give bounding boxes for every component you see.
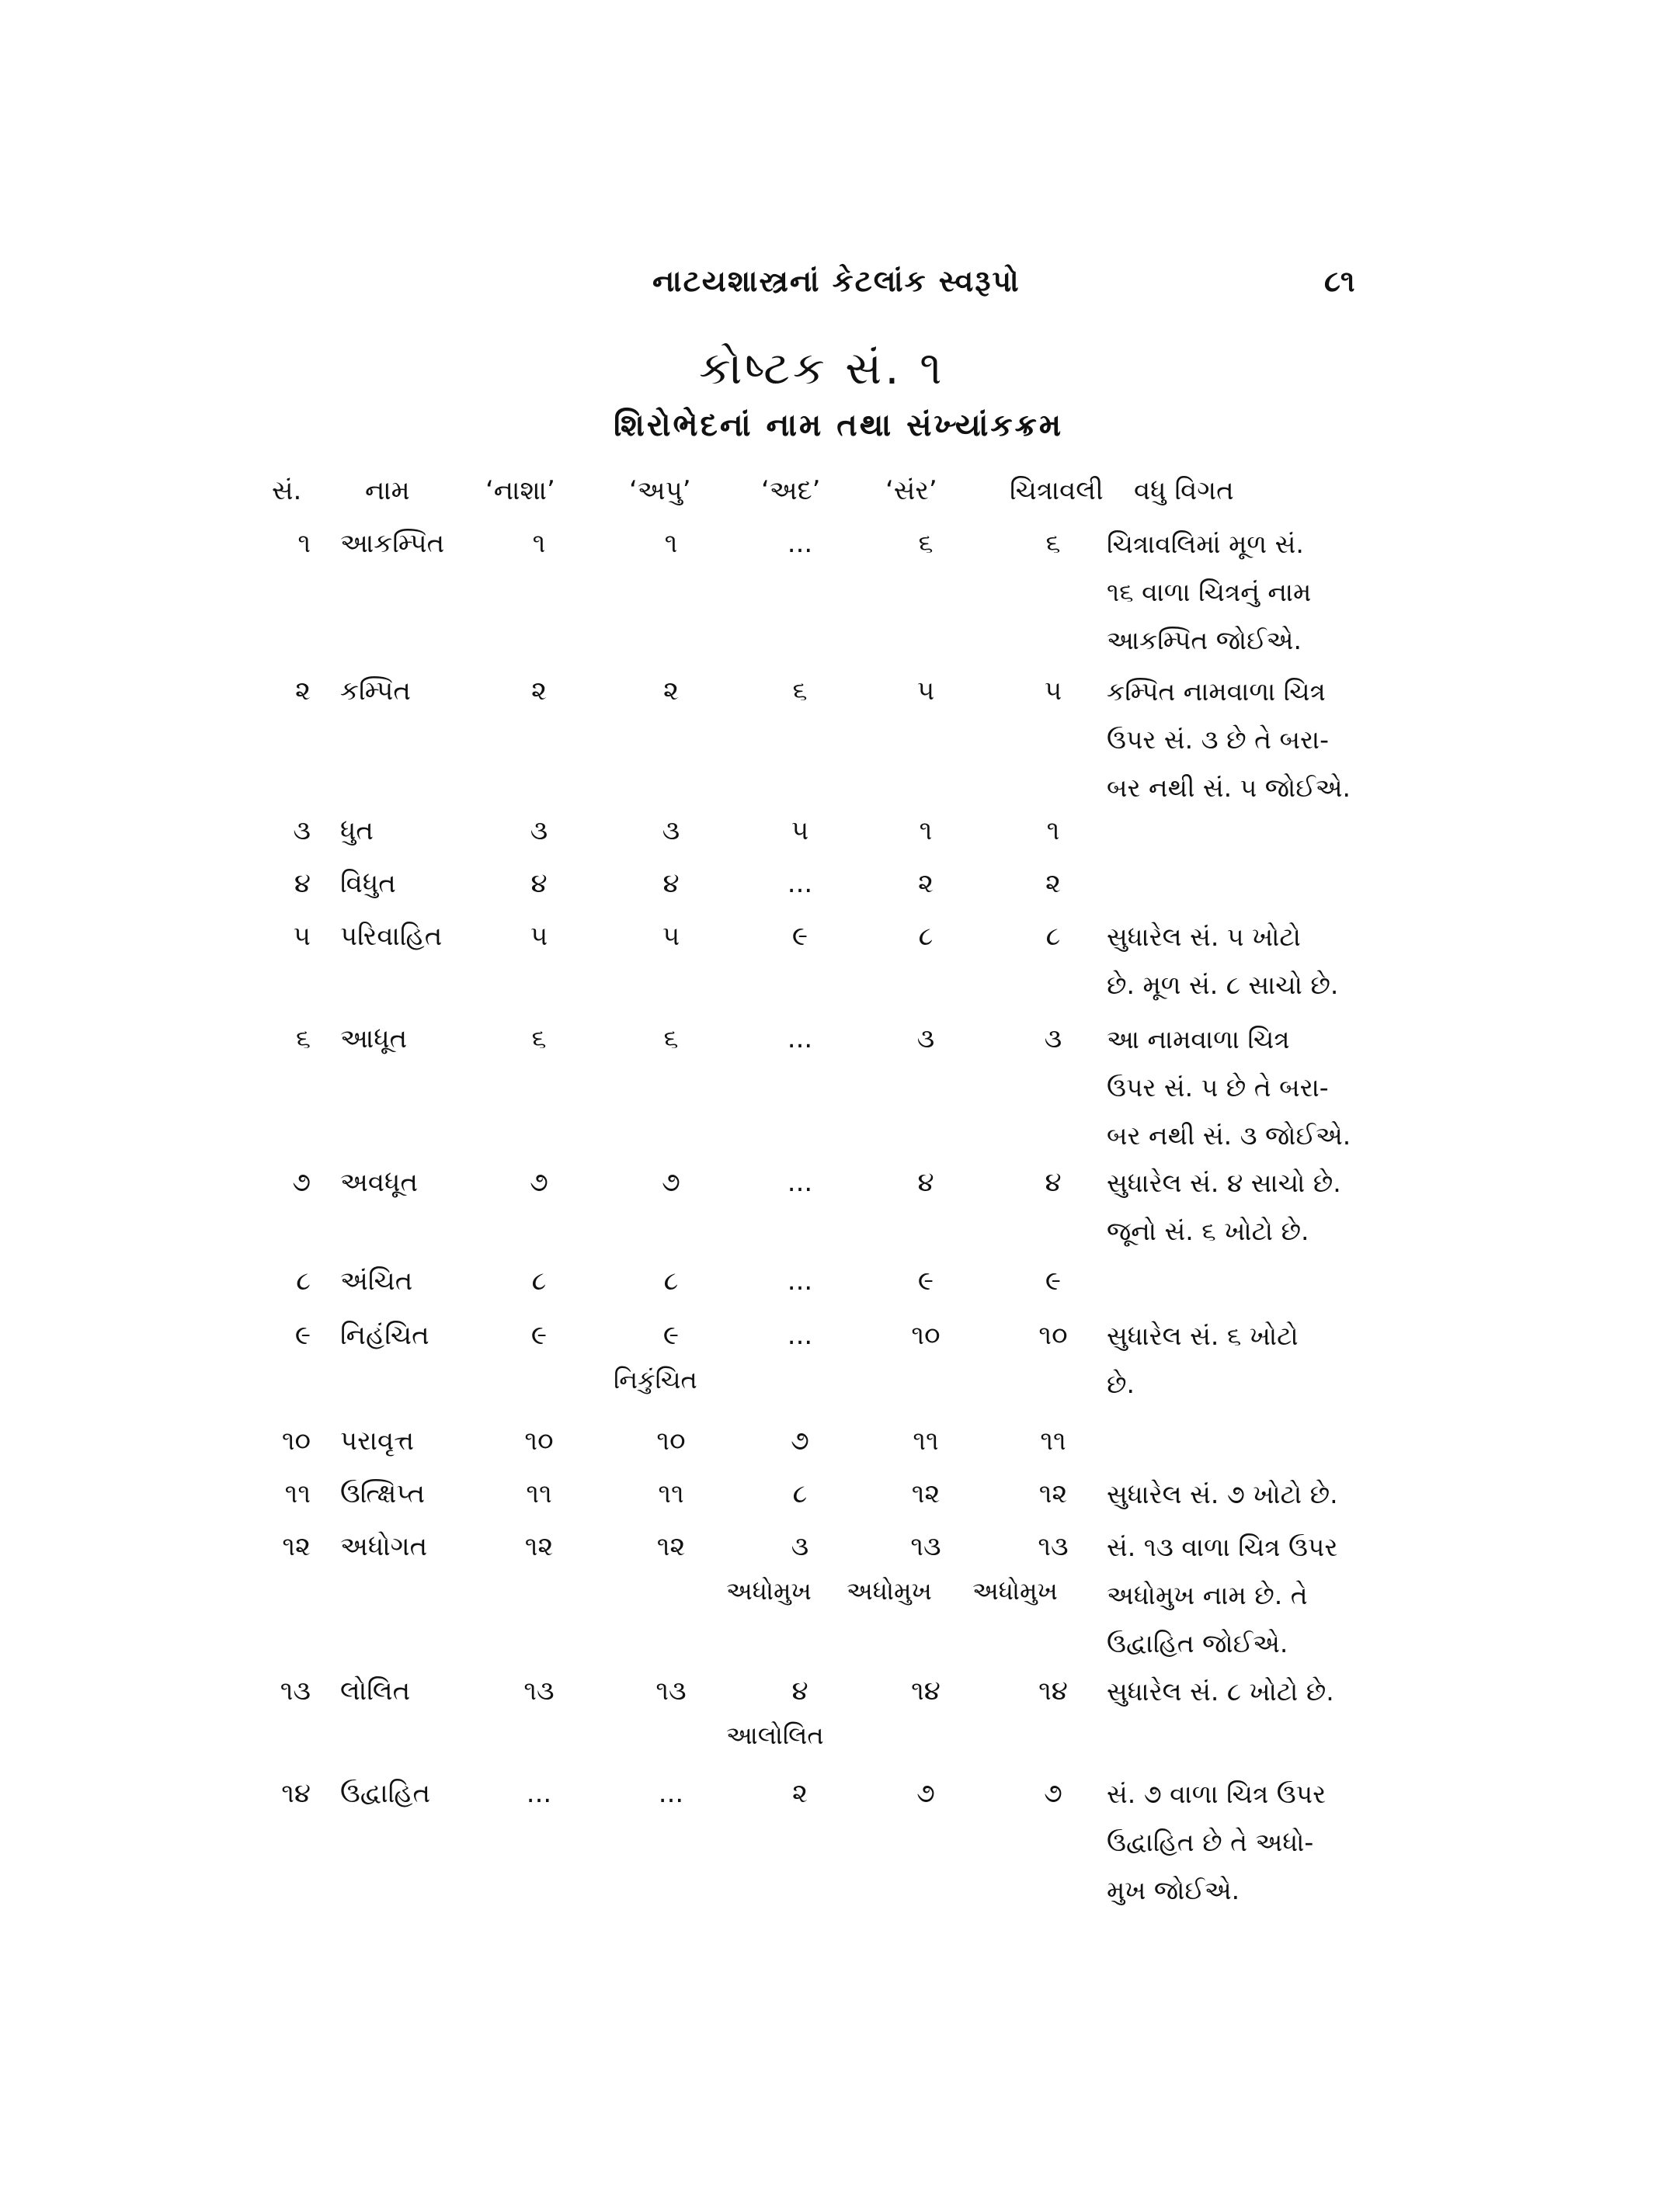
cell-ad: ... [787, 528, 813, 559]
table-title: કોષ્ટક સં. ૧ [699, 342, 945, 394]
header-nasha: ‘નાશા’ [485, 475, 555, 506]
cell-sr: ૩ [293, 815, 311, 846]
cell-sanr: ૫ [916, 675, 935, 707]
cell-sanr: ૯ [917, 1266, 934, 1297]
details-line: ઉદ્વાહિત જોઈએ. [1107, 1628, 1288, 1658]
cell-name: વિધુત [340, 868, 396, 899]
cell-sanr: ૧૦ [911, 1320, 941, 1351]
cell-ad: ... [787, 1320, 813, 1351]
details-line: ઉપર સં. ૩ છે તે બરા- [1107, 724, 1330, 755]
cell-details [1107, 1523, 1379, 1668]
cell-chitra: ૬ [1045, 528, 1061, 559]
header-apu: ‘અપુ’ [629, 475, 691, 506]
cell-name: લોલિત [340, 1675, 411, 1707]
cell-name: ઉદ્વાહિત [340, 1778, 431, 1809]
cell-sanr: ૮ [918, 921, 934, 952]
page-number: ૮૧ [1324, 264, 1355, 298]
cell-ad: ૩ [791, 1531, 809, 1562]
cell-sanr: ૧૪ [911, 1675, 941, 1707]
cell-details [1107, 668, 1379, 812]
cell-name: અંચિત [340, 1266, 413, 1297]
cell-ad: ... [787, 868, 813, 899]
cell-apu: ૧ [664, 528, 678, 559]
cell-ad: ... [787, 1266, 813, 1297]
cell-name: આધૂત [340, 1023, 408, 1054]
cell-details [1107, 913, 1379, 1009]
details-line: આ નામવાળા ચિત્ર [1107, 1024, 1290, 1054]
cell-chitra: ૧૧ [1040, 1425, 1066, 1457]
running-head: નાટયશાસ્ત્રનાં કેટલાંક સ્વરૂપો [652, 264, 1021, 298]
cell-nasha: ૨ [531, 675, 547, 707]
header-sr: સં. [272, 475, 302, 506]
cell-apu: ૧૦ [656, 1425, 686, 1457]
cell-sr: ૨ [295, 675, 311, 707]
cell-ad: ... [787, 1167, 813, 1198]
cell-name: અવધૂત [340, 1167, 418, 1198]
cell-sanr: ૬ [918, 528, 934, 559]
details-line: સં. ૭ વાળા ચિત્ર ઉપર [1107, 1779, 1327, 1809]
cell-sanr: ૩ [916, 1023, 935, 1054]
cell-sr: ૬ [295, 1023, 311, 1054]
cell-ad: ૪ [791, 1675, 808, 1707]
cell-nasha: ૩ [530, 815, 548, 846]
details-line: સુધારેલ સં. ૮ ખોટો છે. [1107, 1676, 1334, 1707]
cell-chitra: ૭ [1044, 1778, 1062, 1809]
header-details: વધુ વિગત [1134, 475, 1234, 506]
details-line: ઉપર સં. ૫ છે તે બરા- [1107, 1072, 1329, 1103]
cell-sr: ૧૧ [284, 1478, 311, 1509]
cell-apu: ૧૨ [656, 1531, 686, 1562]
cell-nasha: ૧ [532, 528, 546, 559]
cell-chitra: ૧૨ [1038, 1478, 1068, 1509]
cell-sanr: ૧૩ [910, 1531, 941, 1562]
cell-chitra: ૩ [1044, 1023, 1062, 1054]
details-line: બર નથી સં. ૫ જોઈએ. [1107, 773, 1351, 803]
details-line: ચિત્રાવલિમાં મૂળ સં. [1107, 529, 1304, 559]
cell-ad: ૯ [791, 921, 808, 952]
details-line: સુધારેલ સં. ૭ ખોટો છે. [1107, 1479, 1338, 1509]
cell-sr: ૧૦ [281, 1425, 311, 1457]
cell-name: આકમ્પિત [340, 528, 445, 559]
cell-chitra: ૫ [1044, 675, 1062, 707]
cell-sr: ૭ [292, 1167, 311, 1198]
cell-sanr: ૧૨ [911, 1478, 941, 1509]
cell-apu: ૩ [662, 815, 680, 846]
cell-ad-sub: આલોલિત [726, 1721, 824, 1750]
cell-sanr: ૪ [917, 1167, 934, 1198]
cell-sr: ૫ [293, 921, 311, 952]
header-ad: ‘અદ’ [761, 475, 821, 506]
cell-nasha: ... [526, 1778, 552, 1809]
cell-details [1107, 1016, 1379, 1160]
cell-name: કમ્પિત [340, 675, 411, 707]
cell-nasha: ૪ [530, 868, 548, 899]
cell-sr: ૧ [297, 528, 311, 559]
cell-chitra: ૪ [1045, 1167, 1062, 1198]
cell-chitra-sub: અધોમુખ [972, 1576, 1058, 1606]
details-line: સં. ૧૩ વાળા ચિત્ર ઉપર [1107, 1532, 1338, 1562]
cell-details [1107, 1312, 1379, 1408]
cell-apu: ૬ [663, 1023, 679, 1054]
details-line: બર નથી સં. ૩ જોઈએ. [1107, 1120, 1351, 1151]
header-name: નામ [365, 475, 410, 506]
cell-nasha: ૬ [531, 1023, 547, 1054]
cell-sr: ૧૨ [282, 1531, 311, 1562]
cell-sanr: ૧ [919, 815, 933, 846]
cell-chitra: ૮ [1045, 921, 1061, 952]
cell-apu-sub: નિકુંચિત [614, 1365, 697, 1394]
cell-chitra: ૧૪ [1038, 1675, 1068, 1707]
cell-sr: ૧૪ [281, 1778, 311, 1809]
cell-name: નિહંચિત [340, 1320, 429, 1351]
cell-chitra: ૨ [1045, 868, 1061, 899]
cell-ad: ૮ [792, 1478, 808, 1509]
cell-apu: ૫ [662, 921, 680, 952]
cell-chitra: ૧ [1046, 815, 1060, 846]
cell-apu: ૮ [663, 1266, 679, 1297]
details-line: ૧૬ વાળા ચિત્રનું નામ [1107, 577, 1312, 607]
details-line: સુધારેલ સં. ૪ સાચો છે. [1107, 1168, 1341, 1198]
cell-nasha: ૧૦ [524, 1425, 554, 1457]
cell-ad-sub: અધોમુખ [726, 1576, 812, 1606]
details-line: આકમ્પિત જોઈએ. [1107, 625, 1302, 655]
cell-nasha: ૧૨ [524, 1531, 554, 1562]
cell-name: ઉત્ક્ષિપ્ત [340, 1478, 426, 1509]
cell-sanr: ૭ [916, 1778, 935, 1809]
cell-sr: ૯ [294, 1320, 311, 1351]
cell-sanr-sub: અધોમુખ [847, 1576, 932, 1606]
details-line: જૂનો સં. ૬ ખોટો છે. [1107, 1216, 1309, 1246]
cell-apu: ૨ [663, 675, 679, 707]
cell-ad: ૭ [791, 1425, 809, 1457]
cell-sr: ૮ [296, 1266, 311, 1297]
cell-details [1107, 1159, 1379, 1255]
cell-details [1107, 1770, 1379, 1915]
details-line: છે. મૂળ સં. ૮ સાચો છે. [1107, 970, 1339, 1000]
cell-ad: ૨ [792, 1778, 808, 1809]
details-line: સુધારેલ સં. ૫ ખોટો [1107, 922, 1301, 952]
cell-name: અધોગત [340, 1531, 428, 1562]
cell-nasha: ૫ [530, 921, 548, 952]
cell-nasha: ૭ [530, 1167, 548, 1198]
cell-details [1107, 1668, 1379, 1716]
cell-apu: ... [658, 1778, 684, 1809]
details-line: કમ્પિત નામવાળા ચિત્ર [1107, 676, 1326, 707]
cell-apu: ૧૧ [658, 1478, 684, 1509]
cell-ad: ૬ [792, 675, 808, 707]
details-line: મુખ જોઈએ. [1107, 1875, 1240, 1905]
cell-details [1107, 520, 1379, 665]
cell-ad: ૫ [791, 815, 809, 846]
details-line: અધોમુખ નામ છે. તે [1107, 1580, 1308, 1610]
cell-name: ધુત [340, 815, 374, 846]
cell-nasha: ૮ [531, 1266, 547, 1297]
details-line: સુધારેલ સં. ૬ ખોટો [1107, 1321, 1299, 1351]
cell-nasha: ૯ [530, 1320, 548, 1351]
details-line: છે. [1107, 1369, 1135, 1399]
cell-nasha: ૧૩ [523, 1675, 555, 1707]
cell-apu: ૧૩ [655, 1675, 687, 1707]
cell-ad: ... [787, 1023, 813, 1054]
cell-sr: ૧૩ [280, 1675, 311, 1707]
cell-apu: ૭ [662, 1167, 680, 1198]
cell-chitra: ૧૩ [1038, 1531, 1069, 1562]
header-sanr: ‘સંર’ [885, 475, 937, 506]
cell-chitra: ૯ [1045, 1266, 1062, 1297]
cell-apu: ૪ [662, 868, 680, 899]
cell-nasha: ૧૧ [526, 1478, 552, 1509]
header-chitravali: ચિત્રાવલી [1010, 475, 1104, 506]
cell-sanr: ૨ [918, 868, 934, 899]
details-line: ઉદ્વાહિત છે તે અધો- [1107, 1827, 1314, 1857]
table-subtitle: શિરોભેદનાં નામ તથા સંખ્યાંકક્રમ [614, 408, 1064, 443]
cell-name: પરાવૃત્ત [340, 1425, 415, 1457]
cell-details [1107, 1471, 1379, 1519]
cell-apu: ૯ [662, 1320, 680, 1351]
cell-sanr: ૧૧ [913, 1425, 939, 1457]
cell-name: પરિવાહિત [340, 921, 443, 952]
cell-chitra: ૧૦ [1038, 1320, 1068, 1351]
cell-sr: ૪ [294, 868, 311, 899]
